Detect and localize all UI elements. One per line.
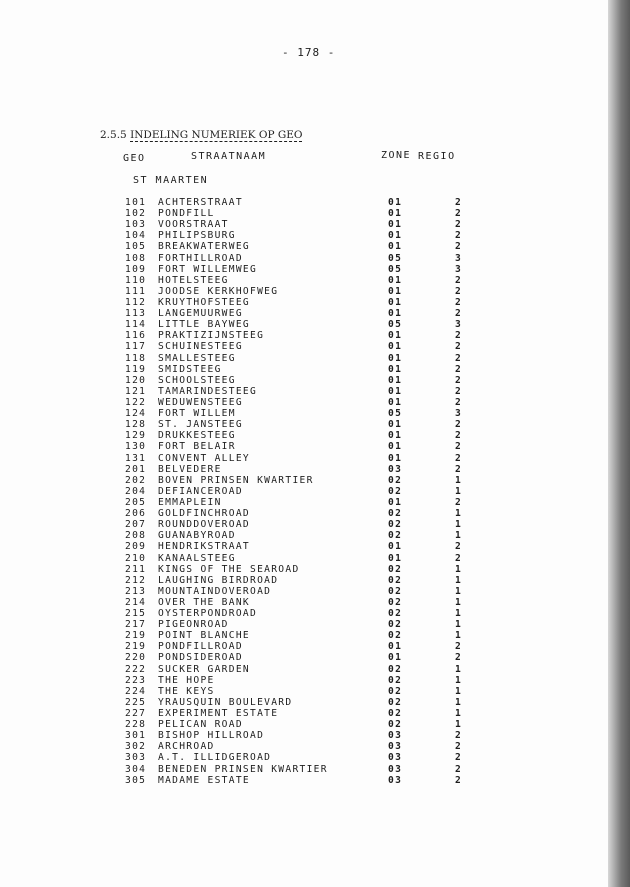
cell-geo: 109 [125,263,147,275]
cell-geo: 302 [125,741,147,753]
table-row [0,364,630,375]
cell-regio: 2 [455,741,463,753]
cell-geo: 130 [125,441,147,453]
cell-geo: 220 [125,652,147,664]
cell-name: ROUNDDOVEROAD [158,519,250,531]
cell-geo: 213 [125,585,147,597]
cell-geo: 110 [125,274,147,286]
cell-name: PRAKTIZIJNSTEEG [158,330,265,342]
cell-regio: 1 [455,519,463,531]
cell-geo: 120 [125,374,147,386]
cell-name: ARCHROAD [158,741,215,753]
cell-zone: 05 [388,263,403,275]
cell-name: A.T. ILLIDGEROAD [158,752,272,764]
table-row [0,530,630,541]
table-row [0,508,630,519]
cell-zone: 01 [388,274,403,286]
cell-geo: 219 [125,641,147,653]
cell-geo: 202 [125,474,147,486]
cell-geo: 105 [125,241,147,253]
table-row [0,475,630,486]
cell-zone: 03 [388,741,403,753]
cell-regio: 3 [455,408,463,420]
cell-zone: 02 [388,619,403,631]
cell-zone: 01 [388,197,403,208]
cell-regio: 1 [455,608,463,620]
cell-zone: 01 [388,496,403,508]
cell-geo: 305 [125,774,147,786]
cell-geo: 111 [125,285,147,297]
table-row [0,708,630,719]
cell-name: BISHOP HILLROAD [158,730,265,742]
cell-geo: 215 [125,608,147,620]
cell-regio: 1 [455,719,463,731]
cell-name: PHILIPSBURG [158,230,236,242]
cell-zone: 02 [388,585,403,597]
cell-name: TAMARINDESTEEG [158,385,258,397]
cell-zone: 02 [388,596,403,608]
cell-zone: 01 [388,652,403,664]
cell-geo: 222 [125,663,147,675]
cell-geo: 131 [125,452,147,464]
table-row [0,664,630,675]
cell-geo: 224 [125,685,147,697]
cell-regio: 2 [455,541,463,553]
cell-zone: 01 [388,285,403,297]
cell-regio: 2 [455,285,463,297]
table-row [0,330,630,341]
cell-name: BREAKWATERWEG [158,241,250,253]
cell-zone: 01 [388,419,403,431]
cell-geo: 108 [125,252,147,264]
table-row [0,652,630,663]
cell-zone: 03 [388,763,403,775]
cell-geo: 201 [125,463,147,475]
cell-geo: 303 [125,752,147,764]
cell-name: LAUGHING BIRDROAD [158,574,279,586]
cell-zone: 01 [388,219,403,231]
cell-geo: 227 [125,708,147,720]
header-geo: GEO [123,153,146,164]
cell-zone: 02 [388,530,403,542]
cell-name: YRAUSQUIN BOULEVARD [158,696,293,708]
cell-geo: 101 [125,197,147,208]
cell-geo: 228 [125,719,147,731]
cell-name: BOVEN PRINSEN KWARTIER [158,474,314,486]
cell-name: SMIDSTEEG [158,363,222,375]
table-row [0,575,630,586]
cell-regio: 2 [455,219,463,231]
cell-name: VOORSTRAAT [158,219,229,231]
cell-regio: 1 [455,708,463,720]
cell-geo: 223 [125,674,147,686]
cell-name: KRUYTHOFSTEEG [158,296,250,308]
table-row [0,675,630,686]
cell-name: HENDRIKSTRAAT [158,541,250,553]
cell-name: OYSTERPONDROAD [158,608,258,620]
table-row [0,341,630,352]
cell-zone: 02 [388,474,403,486]
cell-zone: 03 [388,730,403,742]
cell-zone: 01 [388,341,403,353]
cell-geo: 212 [125,574,147,586]
cell-zone: 03 [388,463,403,475]
cell-zone: 02 [388,563,403,575]
cell-name: PIGEONROAD [158,619,229,631]
cell-regio: 1 [455,530,463,542]
cell-regio: 2 [455,496,463,508]
cell-regio: 1 [455,630,463,642]
cell-geo: 104 [125,230,147,242]
cell-zone: 01 [388,396,403,408]
cell-geo: 214 [125,596,147,608]
cell-regio: 3 [455,263,463,275]
cell-regio: 2 [455,296,463,308]
cell-geo: 304 [125,763,147,775]
group-label: ST MAARTEN [133,175,209,186]
cell-regio: 2 [455,230,463,242]
cell-name: THE KEYS [158,685,215,697]
cell-zone: 02 [388,608,403,620]
cell-name: POINT BLANCHE [158,630,250,642]
cell-name: BELVEDERE [158,463,222,475]
table-row [0,775,630,786]
cell-regio: 1 [455,674,463,686]
cell-geo: 113 [125,308,147,320]
table-row [0,208,630,219]
cell-geo: 210 [125,552,147,564]
cell-geo: 124 [125,408,147,420]
cell-zone: 01 [388,541,403,553]
cell-regio: 3 [455,319,463,331]
table-row [0,308,630,319]
table-row [0,275,630,286]
table-row [0,397,630,408]
table-row [0,497,630,508]
cell-name: PONDFILL [158,208,215,220]
cell-zone: 01 [388,641,403,653]
table-row [0,541,630,552]
cell-regio: 2 [455,641,463,653]
cell-regio: 1 [455,474,463,486]
cell-name: FORT WILLEMWEG [158,263,258,275]
table-row [0,553,630,564]
cell-zone: 01 [388,374,403,386]
cell-zone: 01 [388,385,403,397]
cell-name: FORTHILLROAD [158,252,243,264]
cell-geo: 103 [125,219,147,231]
table-row [0,630,630,641]
cell-zone: 01 [388,430,403,442]
cell-zone: 02 [388,485,403,497]
table-row [0,697,630,708]
cell-regio: 2 [455,241,463,253]
cell-zone: 02 [388,630,403,642]
table-row [0,319,630,330]
cell-zone: 03 [388,752,403,764]
cell-geo: 204 [125,485,147,497]
cell-name: DEFIANCEROAD [158,485,243,497]
section-heading [100,129,303,141]
cell-name: CONVENT ALLEY [158,452,250,464]
cell-zone: 02 [388,696,403,708]
cell-regio: 2 [455,396,463,408]
cell-geo: 219 [125,630,147,642]
cell-name: HOTELSTEEG [158,274,229,286]
cell-regio: 2 [455,763,463,775]
table-row [0,453,630,464]
cell-name: ST. JANSTEEG [158,419,243,431]
cell-zone: 05 [388,252,403,264]
cell-zone: 01 [388,308,403,320]
cell-regio: 2 [455,441,463,453]
cell-regio: 3 [455,252,463,264]
cell-regio: 2 [455,774,463,786]
cell-name: MADAME ESTATE [158,774,250,786]
table-row [0,408,630,419]
cell-regio: 1 [455,485,463,497]
table-row [0,486,630,497]
cell-name: ACHTERSTRAAT [158,197,243,208]
cell-name: SMALLESTEEG [158,352,236,364]
cell-regio: 2 [455,208,463,220]
header-straatnaam: STRAATNAAM [191,151,267,162]
cell-name: THE HOPE [158,674,215,686]
cell-regio: 1 [455,619,463,631]
table-row [0,353,630,364]
cell-name: GOLDFINCHROAD [158,508,250,520]
cell-zone: 02 [388,574,403,586]
table-row [0,253,630,264]
cell-regio: 2 [455,730,463,742]
section-title: INDELING NUMERIEK OP GEO [130,129,303,141]
cell-geo: 102 [125,208,147,220]
table-row [0,430,630,441]
table-row [0,641,630,652]
cell-zone: 01 [388,452,403,464]
cell-name: EXPERIMENT ESTATE [158,708,279,720]
cell-name: SUCKER GARDEN [158,663,250,675]
cell-name: MOUNTAINDOVEROAD [158,585,272,597]
cell-regio: 2 [455,308,463,320]
table-row [0,686,630,697]
table-row [0,219,630,230]
table-row [0,741,630,752]
cell-zone: 01 [388,552,403,564]
cell-geo: 122 [125,396,147,408]
cell-geo: 118 [125,352,147,364]
cell-regio: 2 [455,197,463,208]
cell-name: OVER THE BANK [158,596,250,608]
cell-geo: 117 [125,341,147,353]
cell-regio: 2 [455,652,463,664]
cell-name: LANGEMUURWEG [158,308,243,320]
cell-name: SCHUINESTEEG [158,341,243,353]
cell-regio: 2 [455,363,463,375]
header-regio: REGIO [418,151,456,162]
cell-zone: 02 [388,685,403,697]
cell-geo: 119 [125,363,147,375]
cell-zone: 01 [388,330,403,342]
table-row [0,519,630,530]
cell-name: FORT WILLEM [158,408,236,420]
cell-zone: 01 [388,441,403,453]
street-table [0,197,630,786]
cell-regio: 1 [455,663,463,675]
cell-name: GUANABYROAD [158,530,236,542]
cell-regio: 2 [455,419,463,431]
cell-zone: 01 [388,230,403,242]
table-row [0,730,630,741]
cell-zone: 05 [388,408,403,420]
cell-name: KINGS OF THE SEAROAD [158,563,300,575]
cell-name: PONDSIDEROAD [158,652,243,664]
cell-name: DRUKKESTEEG [158,430,236,442]
cell-geo: 211 [125,563,147,575]
table-row [0,597,630,608]
cell-regio: 2 [455,552,463,564]
cell-geo: 208 [125,530,147,542]
cell-regio: 2 [455,463,463,475]
cell-name: BENEDEN PRINSEN KWARTIER [158,763,328,775]
cell-zone: 01 [388,208,403,220]
cell-name: KANAALSTEEG [158,552,236,564]
cell-zone: 02 [388,663,403,675]
table-row [0,286,630,297]
table-row [0,608,630,619]
cell-geo: 121 [125,385,147,397]
cell-name: SCHOOLSTEEG [158,374,236,386]
cell-zone: 01 [388,296,403,308]
cell-geo: 207 [125,519,147,531]
cell-zone: 02 [388,719,403,731]
cell-geo: 205 [125,496,147,508]
table-row [0,386,630,397]
cell-zone: 02 [388,508,403,520]
cell-regio: 1 [455,596,463,608]
cell-geo: 217 [125,619,147,631]
cell-zone: 01 [388,363,403,375]
table-row [0,619,630,630]
cell-zone: 02 [388,674,403,686]
cell-regio: 1 [455,508,463,520]
cell-zone: 03 [388,774,403,786]
cell-geo: 129 [125,430,147,442]
cell-geo: 128 [125,419,147,431]
header-zone: ZONE [381,150,412,161]
cell-regio: 2 [455,374,463,386]
cell-geo: 301 [125,730,147,742]
section-number: 2.5.5 [100,129,127,141]
table-row [0,264,630,275]
cell-geo: 209 [125,541,147,553]
cell-regio: 2 [455,274,463,286]
cell-regio: 2 [455,385,463,397]
table-row [0,241,630,252]
cell-geo: 114 [125,319,147,331]
cell-zone: 05 [388,319,403,331]
cell-name: FORT BELAIR [158,441,236,453]
table-row [0,764,630,775]
cell-zone: 02 [388,519,403,531]
cell-regio: 2 [455,430,463,442]
cell-name: LITTLE BAYWEG [158,319,250,331]
cell-regio: 1 [455,696,463,708]
cell-name: EMMAPLEIN [158,496,222,508]
table-row [0,564,630,575]
cell-name: PELICAN ROAD [158,719,243,731]
table-row [0,441,630,452]
table-row [0,752,630,763]
cell-geo: 225 [125,696,147,708]
cell-name: WEDUWENSTEEG [158,396,243,408]
cell-regio: 2 [455,330,463,342]
cell-regio: 1 [455,585,463,597]
table-row [0,719,630,730]
cell-regio: 1 [455,685,463,697]
table-row [0,464,630,475]
table-row [0,230,630,241]
cell-name: JOODSE KERKHOFWEG [158,285,279,297]
table-row [0,375,630,386]
cell-geo: 112 [125,296,147,308]
table-row [0,419,630,430]
cell-regio: 1 [455,574,463,586]
table-row [0,586,630,597]
cell-regio: 2 [455,752,463,764]
cell-name: PONDFILLROAD [158,641,243,653]
cell-zone: 01 [388,352,403,364]
cell-zone: 02 [388,708,403,720]
page-number: - 178 - [282,46,336,59]
cell-regio: 2 [455,452,463,464]
cell-geo: 206 [125,508,147,520]
cell-geo: 116 [125,330,147,342]
cell-regio: 2 [455,352,463,364]
cell-regio: 1 [455,563,463,575]
cell-zone: 01 [388,241,403,253]
table-row [0,297,630,308]
table-row [0,197,630,208]
cell-regio: 2 [455,341,463,353]
